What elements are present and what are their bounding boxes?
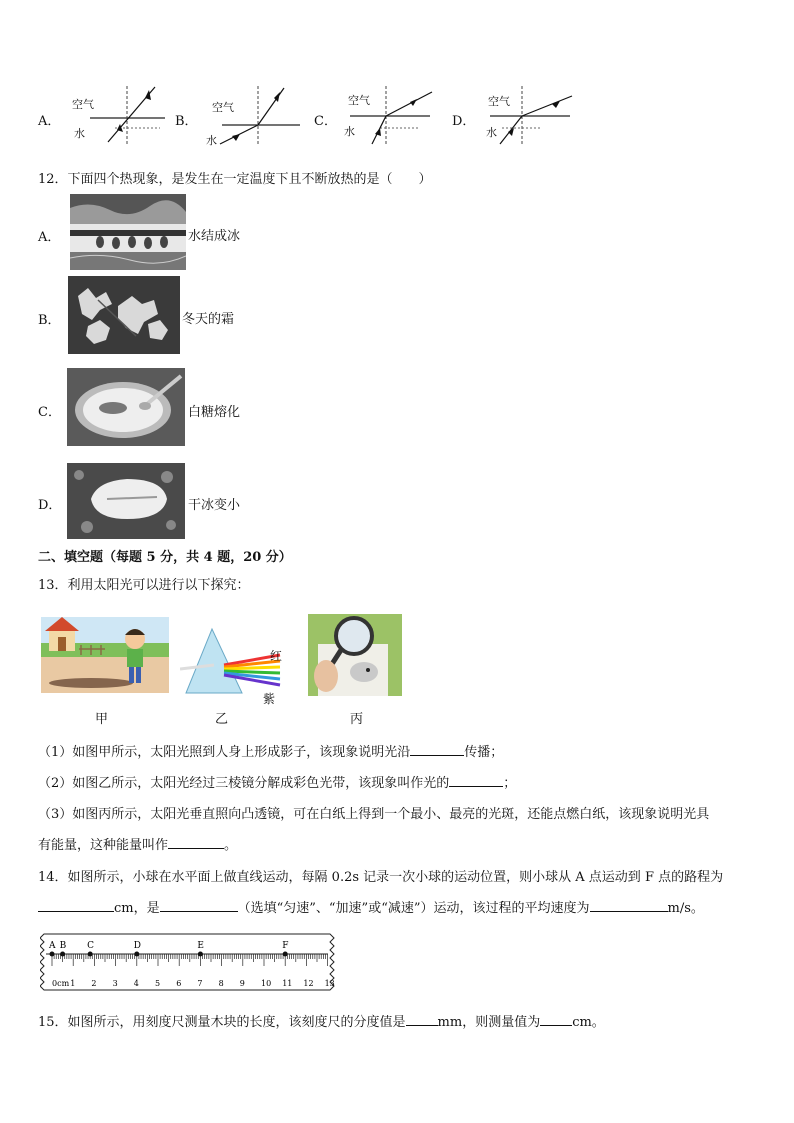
q11-option-c-letter: C． [314,114,337,129]
ruler-number: 6 [176,979,182,988]
point-label-a: A [49,941,56,951]
q15-line: 15．如图所示，用刻度尺测量木块的长度，该刻度尺的分度值是 mm，则测量值为 cm。 [38,1015,605,1030]
q12-a-photo [70,194,186,270]
q11-d-diagram [490,82,580,148]
ruler-number: 8 [218,979,224,988]
q11-c-diagram [350,82,440,148]
q15-blank-division[interactable] [406,1013,438,1026]
ball-position-e [198,952,203,957]
ruler-number: 3 [112,979,118,988]
q12-option-d-caption: 干冰变小 [188,498,241,513]
q12-option-a-caption: 水结成冰 [188,229,241,244]
point-label-f: F [282,941,289,951]
ruler-number: 4 [133,979,139,988]
q15-blank-measurement[interactable] [540,1013,572,1026]
q14-blank-speed[interactable] [590,899,668,912]
ruler-number: 0cm [52,979,70,988]
q13-figure-bing [308,614,402,696]
q12-option-b-letter: B． [38,313,61,328]
q13-label-yi: 乙 [215,712,229,727]
q14-line-1: 14．如图所示，小球在水平面上做直线运动，每隔 0.2s 记录一次小球的运动位置，则小球从 A 点运动到 F 点的路程为 [38,870,724,885]
q13-label-bing: 丙 [350,712,364,727]
q13-prism-violet-label: 紫 [263,692,276,706]
q12-option-d-letter: D． [38,498,62,513]
ruler-number: 1 [70,979,76,988]
ruler-number: 12 [303,979,314,988]
q13-part-1: （1）如图甲所示，太阳光照到人身上形成影子，该现象说明光沿 传播； [38,745,504,760]
q11-a-air-label: 空气 [72,98,94,111]
point-label-b: B [59,941,67,951]
q11-d-air-label: 空气 [488,95,510,108]
ruler-number: 5 [155,979,161,988]
q13-blank-1[interactable] [410,743,464,756]
q13-part-3: （3）如图丙所示，太阳光垂直照向凸透镜，可在白纸上得到一个最小、最亮的光斑，还能点燃白纸，该现象说明光具 [38,807,710,822]
q13-blank-2[interactable] [449,774,503,787]
q13-label-jia: 甲 [95,712,109,727]
q12-d-photo [67,463,185,539]
q14-ruler-figure [40,928,336,996]
ball-position-f [283,952,288,957]
q12-option-a-letter: A． [38,230,61,245]
q14-line-2: cm，是 （选填“匀速”、“加速”或“减速”）运动，该过程的平均速度为 m/s。 [38,897,704,916]
q12-stem: 12．下面四个热现象，是发生在一定温度下且不断放热的是（ ） [38,172,432,187]
q13-part-3-cont: 有能量，这种能量叫作 。 [38,838,238,853]
section-2-title: 二、填空题（每题 5 分，共 4 题，20 分） [38,550,292,565]
q12-b-photo [68,276,180,354]
point-label-d: D [133,941,142,951]
q11-b-air-label: 空气 [212,101,234,114]
point-label-e: E [197,941,204,951]
q13-stem: 13．利用太阳光可以进行以下探究： [38,578,250,593]
q11-c-water-label: 水 [344,125,355,138]
q12-option-c-caption: 白糖熔化 [188,405,241,420]
ruler-number: 13 [324,979,335,988]
point-label-c: C [87,941,95,951]
q11-a-diagram [90,82,170,148]
q13-prism-red-label: 红 [270,649,283,663]
q12-option-c-letter: C． [38,405,61,420]
ball-position-a [50,952,55,957]
q13-part-2: （2）如图乙所示，太阳光经过三棱镜分解成彩色光带，该现象叫作光的 ； [38,776,517,791]
ball-position-b [60,952,65,957]
ruler-number: 2 [91,979,97,988]
q11-option-a-letter: A． [38,114,61,129]
ruler-number: 11 [282,979,293,988]
q13-figure-jia [41,617,169,693]
q13-blank-3[interactable] [168,836,224,849]
ruler-number: 9 [239,979,245,988]
q11-a-water-label: 水 [74,127,85,140]
ruler-number: 7 [197,979,203,988]
ball-position-d [134,952,139,957]
q14-blank-distance[interactable] [38,899,114,912]
q12-c-photo [67,368,185,446]
q11-d-water-label: 水 [486,126,497,139]
q14-blank-motion[interactable] [160,899,238,912]
ruler-number: 10 [261,979,272,988]
q11-option-b-letter: B． [175,114,198,129]
q11-b-water-label: 水 [206,134,217,147]
q11-option-d-letter: D． [452,114,476,129]
q11-c-air-label: 空气 [348,94,370,107]
q11-b-diagram [212,82,302,148]
q12-option-b-caption: 冬天的霜 [182,312,235,327]
ball-position-c [88,952,93,957]
